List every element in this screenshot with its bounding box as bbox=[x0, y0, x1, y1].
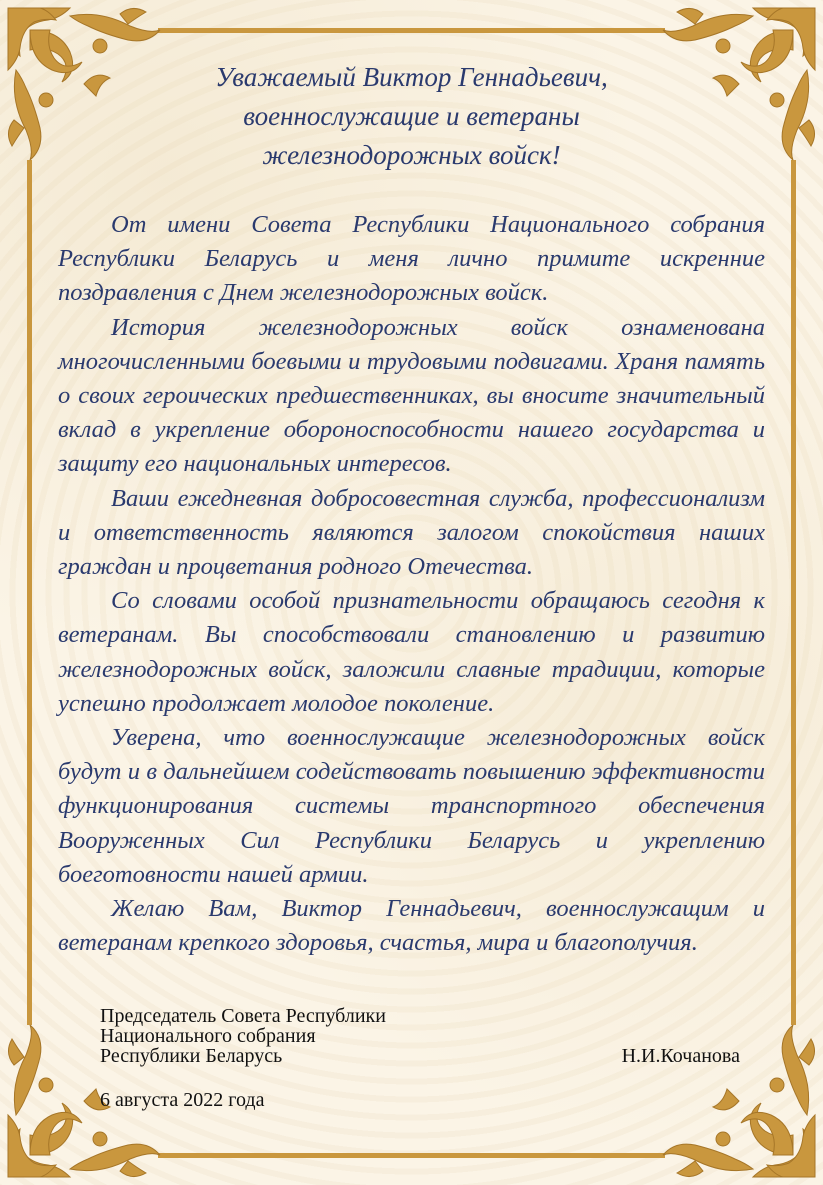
signatory-title-line: Республики Беларусь bbox=[100, 1045, 283, 1067]
paragraph: Со словами особой признательности обращаюсь сегодня к ветеранам. Вы способствовали становлению и развитию железнодорожных войск, заложили славные традиции, которые успешно продолжает молодое поколение. bbox=[58, 587, 765, 717]
frame-border-top bbox=[158, 28, 665, 33]
paragraph: Ваши ежедневная добросовестная служба, профессионализм и ответственность являются залогом спокойствия наших граждан и процветания родного Отечества. bbox=[58, 484, 765, 581]
signatory-title-line: Председатель Совета Республики bbox=[100, 1005, 386, 1027]
signature-block bbox=[100, 1006, 740, 1066]
letter-date: 6 августа 2022 года bbox=[100, 1089, 265, 1111]
signatory-name: Н.И.Кочанова bbox=[621, 1045, 740, 1067]
frame-border-left bbox=[27, 160, 32, 1025]
greeting-line: железнодорожных войск! bbox=[262, 140, 561, 170]
paragraph: История железнодорожных войск ознаменована многочисленными боевыми и трудовыми подвигами. Храня память о своих героических предшественниках, вы вносите значительный вклад в укрепление обороноспособности нашего государства и защиту его национальных интересов. bbox=[58, 313, 765, 478]
frame-border-right bbox=[791, 160, 796, 1025]
greeting-line: военнослужащие и ветераны bbox=[243, 101, 580, 131]
greeting bbox=[100, 58, 723, 175]
signatory-title-line: Национального собрания bbox=[100, 1025, 316, 1047]
paragraph: Уверена, что военнослужащие железнодорожных войск будут и в дальнейшем содействовать повышению эффективности функционирования системы транспортного обеспечения Вооруженных Сил Республики Беларусь и укреплению боеготовности нашей армии. bbox=[58, 724, 765, 888]
frame-border-bottom bbox=[158, 1153, 665, 1158]
greeting-line: Уважаемый Виктор Геннадьевич, bbox=[215, 62, 608, 92]
letter-body bbox=[58, 208, 765, 960]
paragraph: От имени Совета Республики Национального собрания Республики Беларусь и меня лично примите искренние поздравления с Днем железнодорожных войск. bbox=[58, 211, 765, 307]
paragraph: Желаю Вам, Виктор Геннадьевич, военнослужащим и ветеранам крепкого здоровья, счастья, мира и благополучия. bbox=[58, 895, 765, 957]
